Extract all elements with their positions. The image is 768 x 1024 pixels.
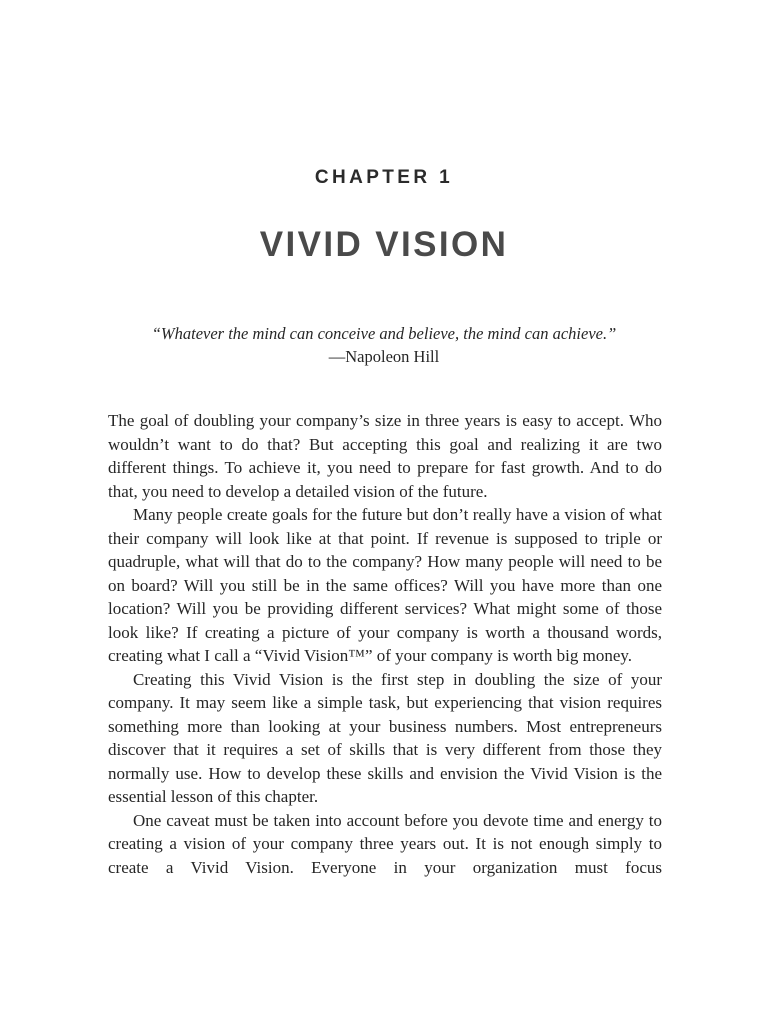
epigraph [0,322,768,368]
body-text [108,409,662,879]
chapter-title: VIVID VISION [259,225,509,264]
paragraph-4: One caveat must be taken into account before you devote time and energy to creating a vision of your company three years out. It is not enough simply to create a Vivid Vision. Everyone in your organization must focus [108,810,662,877]
epigraph-quote: “Whatever the mind can conceive and believe, the mind can achieve.” [151,324,617,343]
chapter-label: CHAPTER 1 [314,167,454,188]
paragraph-1: The goal of doubling your company’s size in three years is easy to accept. Who wouldn’t want to do that? But accepting this goal and realizing it are two different things. To achieve it, you need to prepare for fast growth. And to do that, you need to develop a detailed vision of the future. [108,411,662,501]
paragraph-3: Creating this Vivid Vision is the first step in doubling the size of your company. It may seem like a simple task, but experiencing that vision requires something more than looking at your business numbers. Most entrepreneurs discover that it requires a set of skills that is very different from those they normally use. How to develop these skills and envision the Vivid Vision is the essential lesson of this chapter. [108,669,662,806]
epigraph-attribution: —Napoleon Hill [328,347,440,366]
paragraph-2: Many people create goals for the future but don’t really have a vision of what their company will look like at that point. If revenue is supposed to triple or quadruple, what will that do to the company? How many people will need to be on board? Will you still be in the same offices? Will you have more than one location? Will you be providing different services? What might some of those look like? If creating a picture of your company is worth a thousand words, creating what I call a “Vivid Vision™” of your company is worth big money. [108,505,662,665]
